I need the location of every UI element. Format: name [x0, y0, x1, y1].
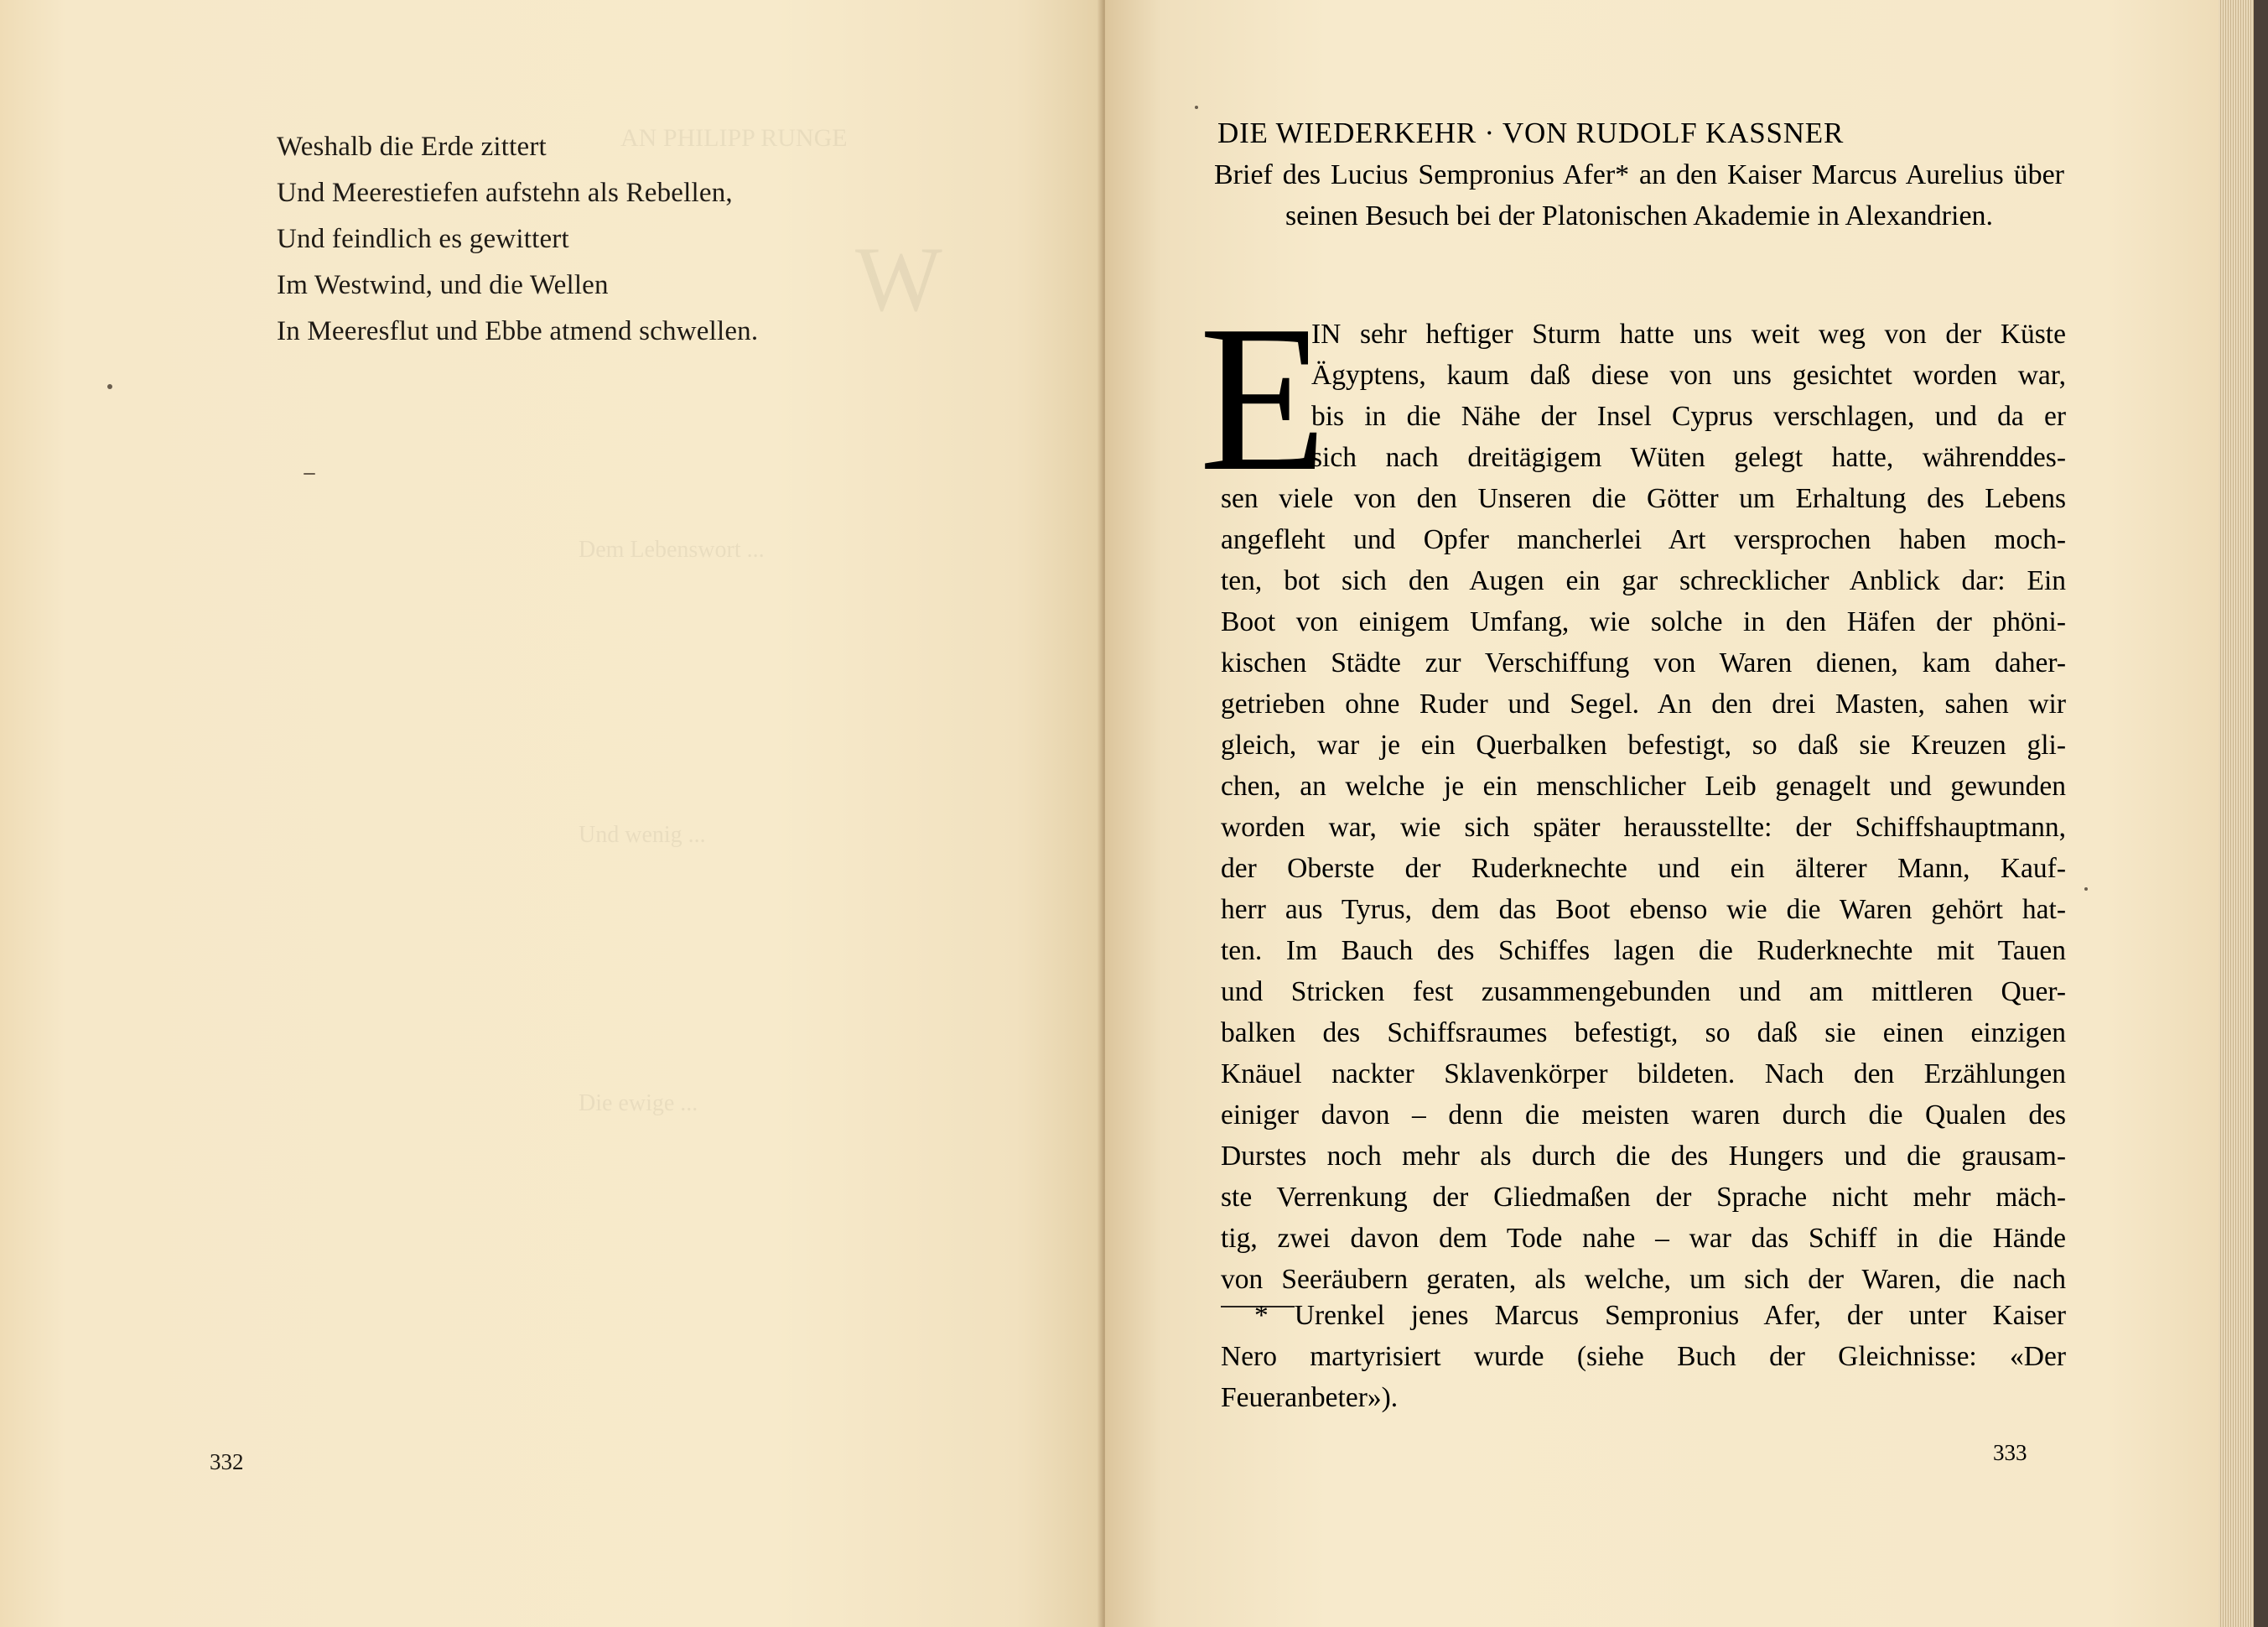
footnote-line: * Urenkel jenes Marcus Sempronius Afer, der unter Kaiser [1254, 1300, 2066, 1331]
body-line: Ägyptens, kaum daß diese von uns gesichtet worden war, [1311, 360, 2066, 391]
body-line: sen viele von den Unseren die Götter um Erhaltung des Lebens [1221, 483, 2066, 514]
body-line: ste Verrenkung der Gliedmaßen der Sprache nicht mehr mäch- [1221, 1182, 2066, 1213]
footnote-line: Nero martyrisiert wurde (siehe Buch der Gleichnisse: «Der [1221, 1341, 2066, 1372]
body-line: Knäuel nackter Sklavenkörper bildeten. Nach den Erzählungen [1221, 1058, 2066, 1089]
poem-line: Und feindlich es gewittert [277, 224, 569, 254]
paper-speck [107, 384, 112, 389]
show-through-text: Dem Lebenswort ... [579, 537, 765, 563]
left-page [0, 0, 1105, 1627]
body-line: getrieben ohne Ruder und Segel. An den drei Masten, sahen wir [1221, 689, 2066, 720]
body-line: chen, an welche je ein menschlicher Leib genagelt und gewunden [1221, 771, 2066, 802]
body-line: kischen Städte zur Verschiffung von Waren dienen, kam daher- [1221, 647, 2066, 678]
chapter-title: DIE WIEDERKEHR · VON RUDOLF KASSNER [1217, 117, 1845, 149]
body-line: Boot von einigem Umfang, wie solche in den Häfen der phöni- [1221, 606, 2066, 637]
body-line: Durstes noch mehr als durch die des Hungers und die grausam- [1221, 1141, 2066, 1172]
body-line: von Seeräubern geraten, als welche, um sich der Waren, die nach [1221, 1264, 2066, 1295]
paper-speck [2084, 887, 2088, 891]
body-line: bis in die Nähe der Insel Cyprus verschlagen, und da er [1311, 401, 2066, 432]
body-line: worden war, wie sich später herausstellte: der Schiffshauptmann, [1221, 812, 2066, 843]
page-number: 332 [210, 1449, 244, 1474]
book-cover-edge [2254, 0, 2268, 1627]
body-line: gleich, war je ein Querbalken befestigt, so daß sie Kreuzen gli- [1221, 730, 2066, 761]
poem-line: In Meeresflut und Ebbe atmend schwellen. [277, 316, 759, 346]
show-through-text: AN PHILIPP RUNGE [620, 124, 848, 152]
body-line: einiger davon – denn die meisten waren durch die Qualen des [1221, 1099, 2066, 1131]
show-through-text: W [855, 228, 942, 330]
page-number: 333 [1993, 1440, 2027, 1465]
poem-line: Und Meerestiefen aufstehn als Rebellen, [277, 178, 733, 208]
poem-line: Weshalb die Erde zittert [277, 132, 547, 162]
body-line: balken des Schiffsraumes befestigt, so daß sie einen einzigen [1221, 1017, 2066, 1048]
poem-line: Im Westwind, und die Wellen [277, 270, 609, 300]
drop-cap: E [1199, 283, 1327, 515]
chapter-subtitle: Brief des Lucius Sempronius Afer* an den Kaiser Marcus Aurelius über seinen Besuch bei der Platonischen Akademie in Alexandrien. [1214, 159, 2064, 231]
body-line: ten. Im Bauch des Schiffes lagen die Ruderknechte mit Tauen [1221, 935, 2066, 966]
paper-speck [1195, 106, 1198, 109]
body-line: angefleht und Opfer mancherlei Art versprochen haben moch- [1221, 524, 2066, 555]
body-line: IN sehr heftiger Sturm hatte uns weit weg von der Küste [1311, 319, 2066, 350]
show-through-text: Die ewige ... [579, 1090, 698, 1116]
poem [277, 124, 947, 355]
footnote-line: Feueranbeter»). [1221, 1382, 1399, 1413]
show-through-text: Und wenig ... [579, 822, 706, 848]
body-line: ten, bot sich den Augen ein gar schrecklicher Anblick dar: Ein [1221, 565, 2066, 596]
body-line: herr aus Tyrus, dem das Boot ebenso wie die Waren gehört hat- [1221, 894, 2066, 925]
body-line: tig, zwei davon dem Tode nahe – war das Schiff in die Hände [1221, 1223, 2066, 1254]
body-line: der Oberste der Ruderknechte und ein älterer Mann, Kauf- [1221, 853, 2066, 884]
paper-speck [304, 473, 315, 475]
body-line: sich nach dreitägigem Wüten gelegt hatte, währenddes- [1311, 442, 2066, 473]
body-line: und Stricken fest zusammengebunden und am mittleren Quer- [1221, 976, 2066, 1007]
